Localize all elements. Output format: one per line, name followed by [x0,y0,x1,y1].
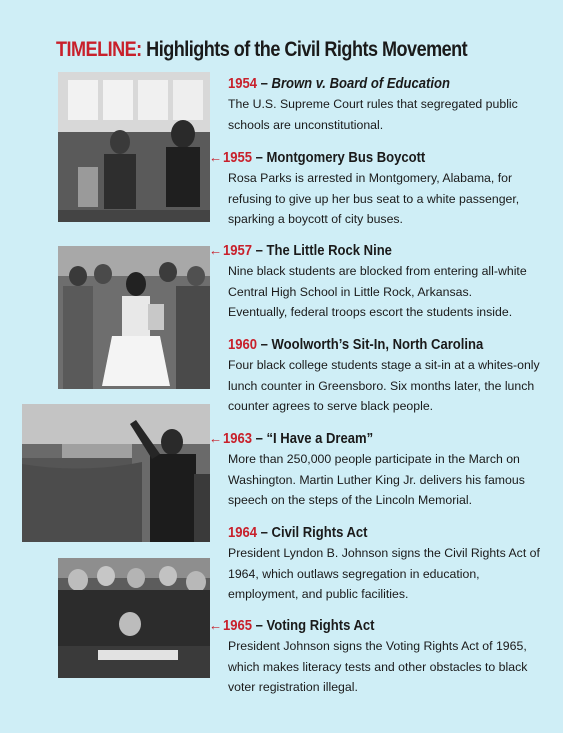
timeline-entry-1963 [209,429,529,511]
entry-title: Voting Rights Act [266,618,375,634]
timeline-entry-1957 [209,241,529,323]
photo-signing [58,558,210,678]
entry-year: 1955 [222,150,252,166]
entry-description: Nine black students are blocked from entering all-white Central High School in Little Rock, Arkansas. Eventually, federal troops escort the students inside. [228,264,527,319]
page-title [56,38,467,62]
timeline-entry-1964 [228,523,548,605]
left-arrow-icon: ← [209,431,223,447]
entry-heading [228,335,516,355]
entry-year: 1954 [228,76,258,92]
entry-description: President Johnson signs the Voting Rights Act of 1965, which makes literacy tests and other obstacles to black voter registration illegal. [228,639,528,694]
left-arrow-icon: ← [209,618,223,634]
photo-march-on-washington [22,404,210,542]
entry-description: More than 250,000 people participate in the March on Washington. Martin Luther King Jr. delivers his famous speech on the steps of the Lincoln Memorial. [228,452,525,507]
entry-dash: – [251,150,267,166]
entry-title: Brown v. Board of Education [271,76,450,92]
photo-little-rock [58,246,210,389]
title-lead: TIMELINE: [56,38,142,61]
entry-description: The U.S. Supreme Court rules that segregated public schools are unconstitutional. [228,97,518,132]
photo-bus [58,72,210,222]
left-arrow-icon: ← [209,150,223,166]
timeline-entry-1965 [209,616,529,698]
entry-title: Montgomery Bus Boycott [266,150,426,166]
entry-dash: – [257,525,272,541]
entry-year: 1963 [222,431,252,447]
entry-title: The Little Rock Nine [266,243,392,259]
entry-year: 1957 [222,243,252,259]
left-arrow-icon: ← [209,243,223,259]
timeline-entry-1960 [228,335,548,417]
entry-year: 1960 [228,337,258,353]
entry-description: Four black college students stage a sit-in at a whites-only lunch counter in Greensboro. Six months later, the lunch counter agrees to serve black people. [228,358,540,413]
entry-dash: – [251,618,267,634]
entry-heading [209,148,497,168]
entry-heading [209,616,497,636]
entry-description: Rosa Parks is arrested in Montgomery, Alabama, for refusing to give up her bus seat to a white passenger, sparking a boycott of city buses. [228,171,520,226]
entry-heading [209,429,497,449]
entry-heading [209,241,497,261]
timeline-entry-1955 [209,148,529,230]
entry-heading [228,523,516,543]
entry-heading [228,74,516,94]
entry-title: Civil Rights Act [271,525,368,541]
entry-dash: – [251,431,267,447]
entry-dash: – [257,337,272,353]
entry-dash: – [257,76,272,92]
entry-description: President Lyndon B. Johnson signs the Civil Rights Act of 1964, which outlaws segregation in education, employment, and public facilities. [228,546,540,601]
entry-dash: – [251,243,267,259]
timeline-entry-1954 [228,74,548,135]
entry-year: 1964 [228,525,258,541]
entry-title: “I Have a Dream” [266,431,374,447]
entry-year: 1965 [222,618,252,634]
title-rest: Highlights of the Civil Rights Movement [146,38,468,61]
entry-title: Woolworth’s Sit-In, North Carolina [271,337,484,353]
